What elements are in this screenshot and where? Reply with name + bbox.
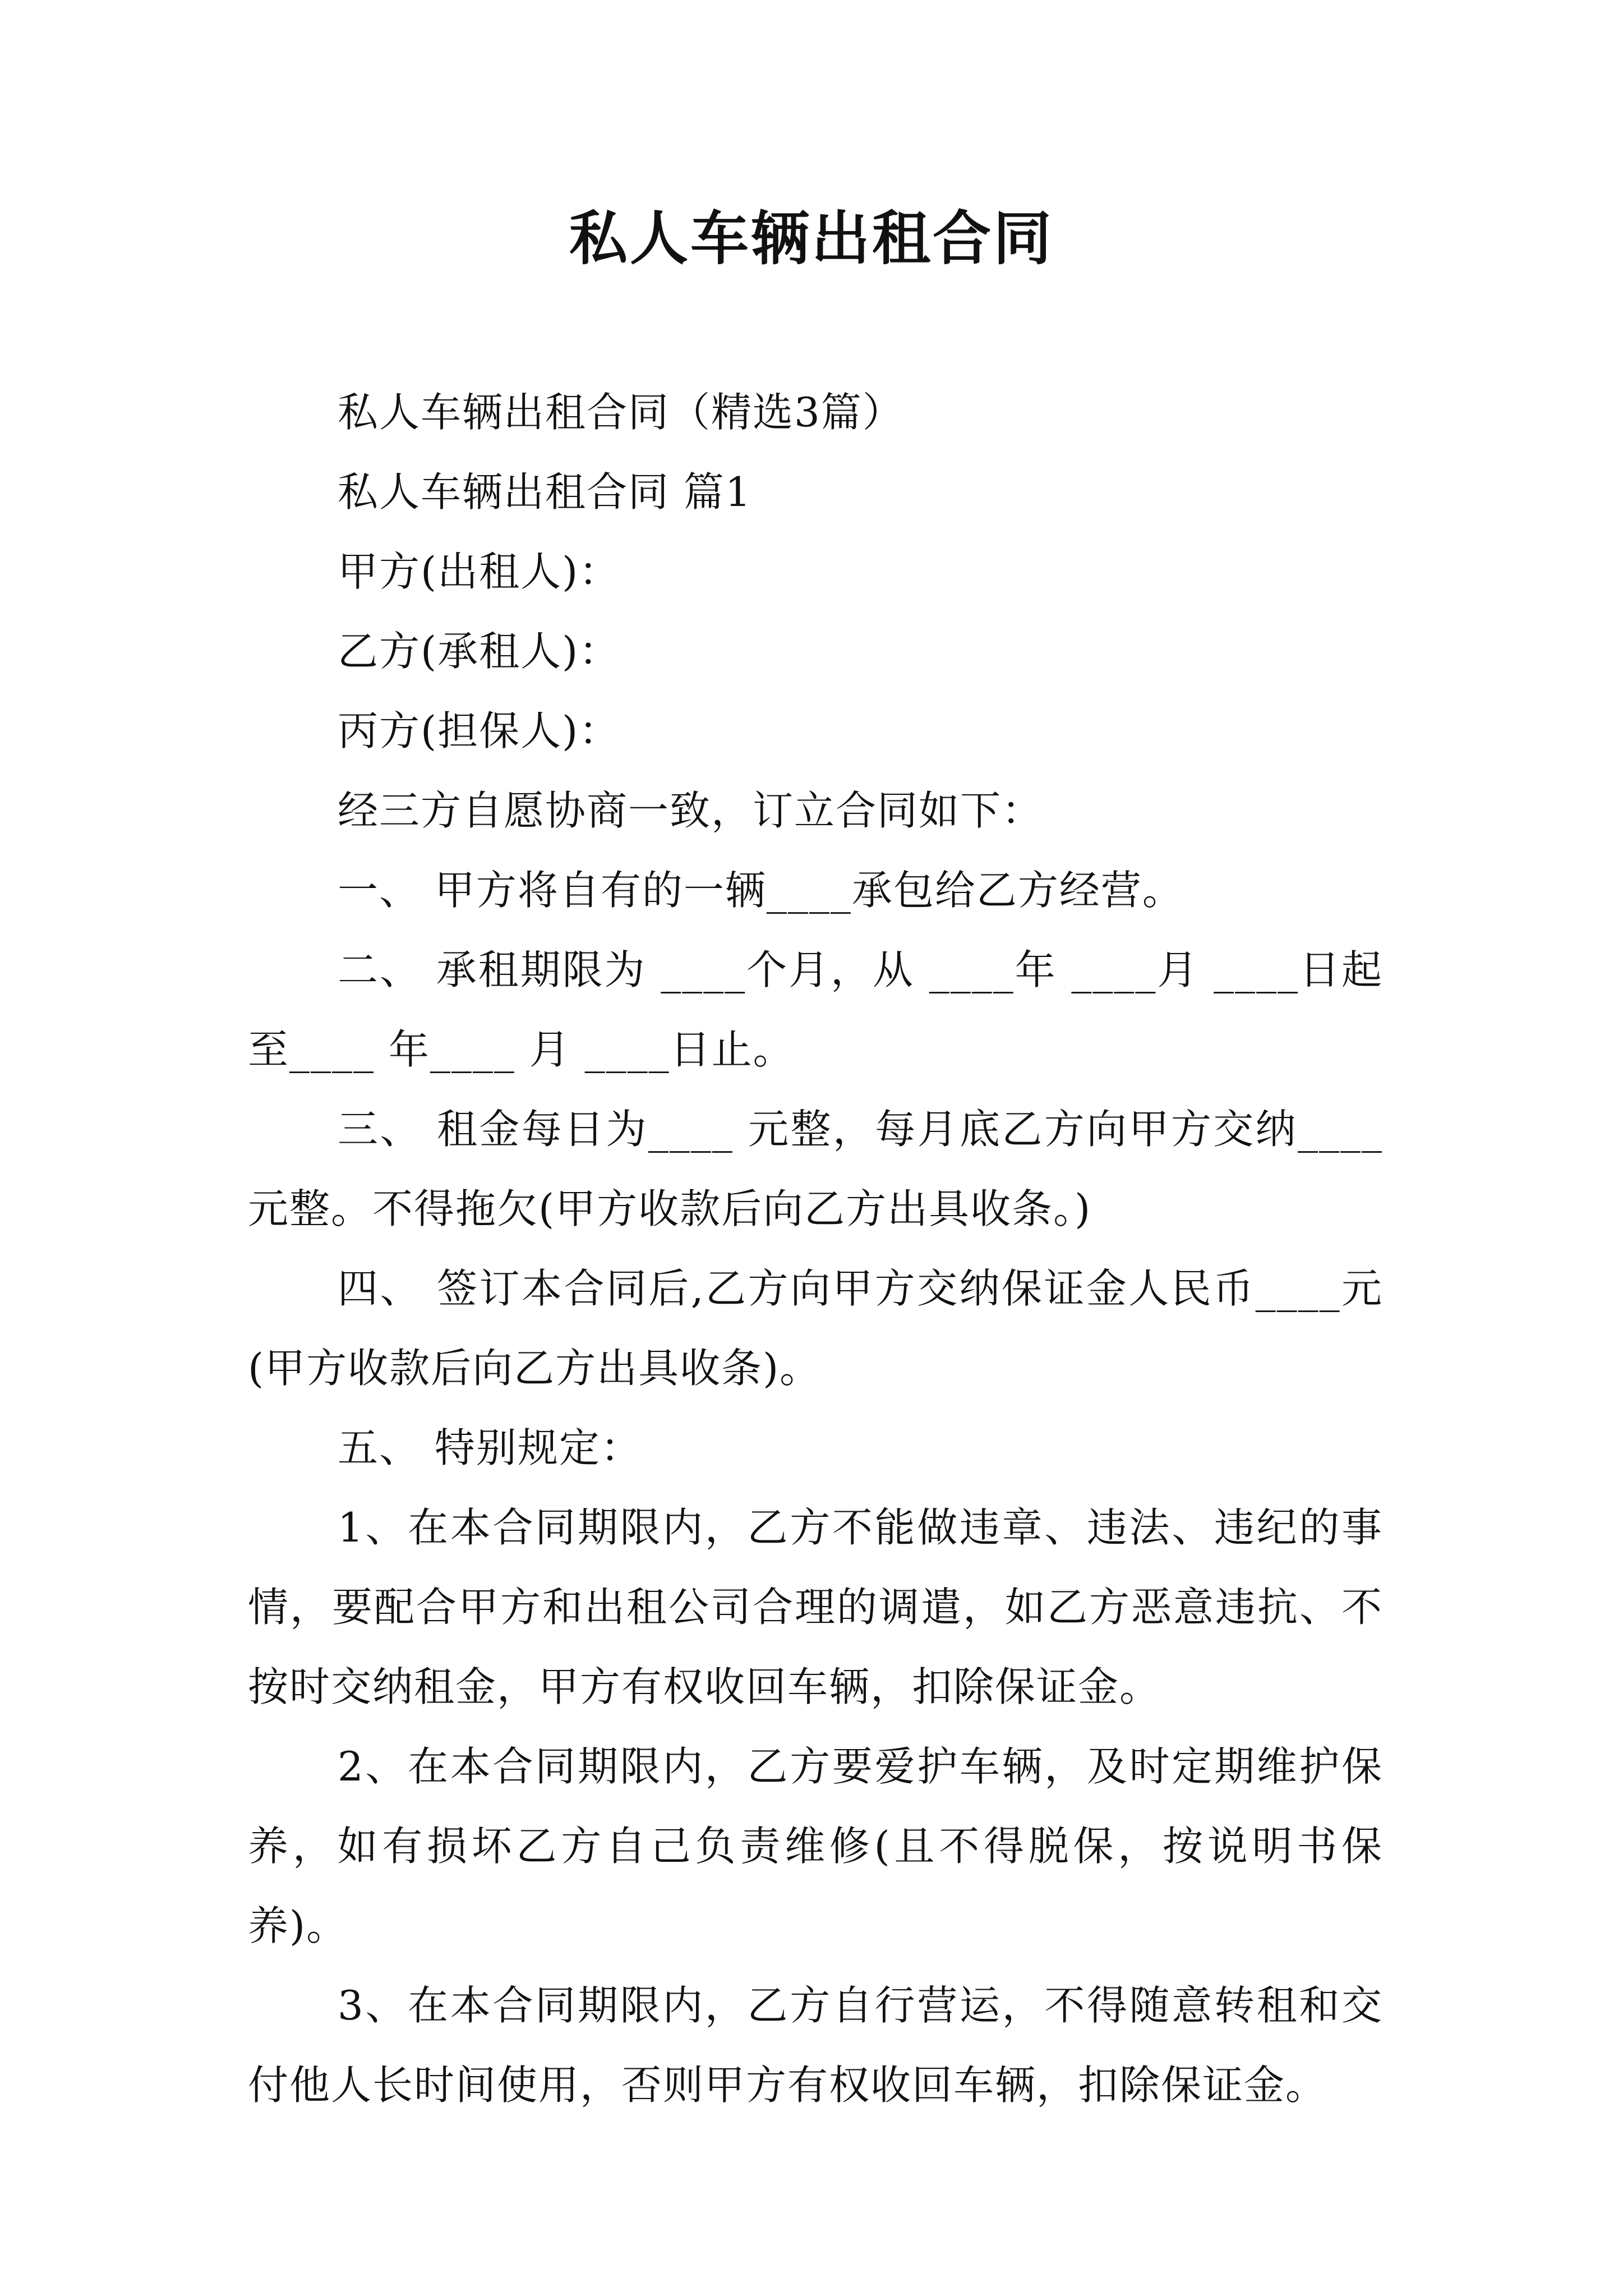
paragraph-rule-1: 1、在本合同期限内，乙方不能做违章、违法、违纪的事情，要配合甲方和出租公司合理的调遣，如乙方恶意违抗、不按时交纳租金，甲方有权收回车辆，扣除保证金。 <box>248 1504 1383 1710</box>
paragraph-clause-4: 四、 签订本合同后,乙方向甲方交纳保证金人民币____元(甲方收款后向乙方出具收条)。 <box>248 1265 1383 1392</box>
paragraph-clause-1: 一、 甲方将自有的一辆____承包给乙方经营。 <box>338 867 1184 914</box>
paragraph-rule-2: 2、在本合同期限内，乙方要爱护车辆，及时定期维护保养，如有损坏乙方自己负责维修(且不得脱保，按说明书保养)。 <box>248 1743 1383 1949</box>
paragraph-party-b: 乙方(承租人)： <box>338 628 621 675</box>
paragraph-clause-5: 五、 特别规定： <box>338 1424 642 1471</box>
paragraph-agreement-intro: 经三方自愿协商一致，订立合同如下： <box>338 787 1044 834</box>
document-body <box>248 372 1383 2125</box>
paragraph-clause-3: 三、 租金每日为____ 元整，每月底乙方向甲方交纳____元整。不得拖欠(甲方收款后向乙方出具收条。) <box>248 1106 1383 1232</box>
paragraph-party-c: 丙方(担保人)： <box>338 707 621 754</box>
paragraph-clause-2: 二、 承租期限为 ____个月，从 ____年 ____月 ____日起至____ 年____ 月 ____日止。 <box>248 946 1383 1073</box>
paragraph-section-heading: 私人车辆出租合同 篇1 <box>338 468 752 516</box>
paragraph-rule-3: 3、在本合同期限内，乙方自行营运，不得随意转租和交付他人长时间使用，否则甲方有权收回车辆，扣除保证金。 <box>248 1982 1383 2109</box>
paragraph-party-a: 甲方(出租人)： <box>338 548 621 595</box>
paragraph-subtitle: 私人车辆出租合同（精选3篇） <box>338 389 904 436</box>
document-title: 私人车辆出租合同 <box>569 204 1054 273</box>
